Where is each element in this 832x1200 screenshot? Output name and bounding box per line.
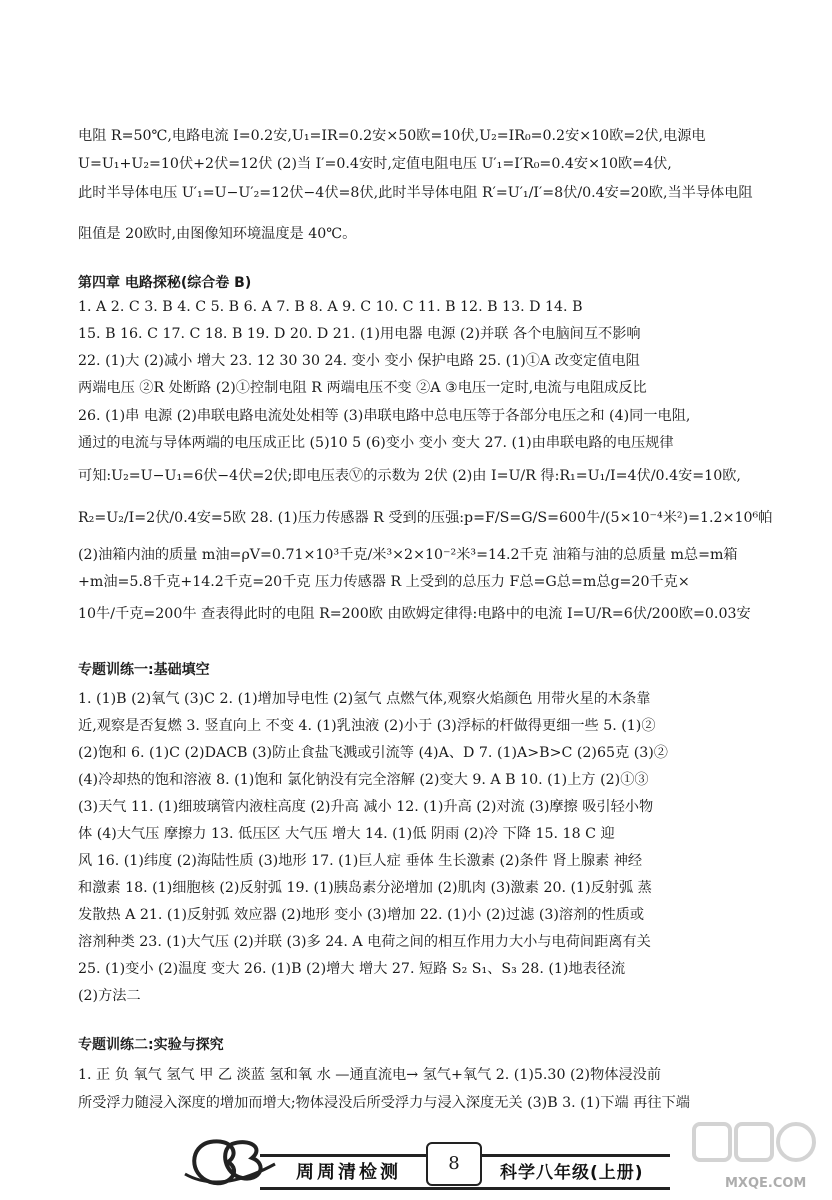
text-line: U=U₁+U₂=10伏+2伏=12伏 (2)当 I′=0.4安时,定值电阻电压 U′₁=I′R₀=0.4安×10欧=4伏, (78, 156, 672, 172)
text-line: 15. B 16. C 17. C 18. B 19. D 20. D 21. (1)用电器 电源 (2)并联 各个电脑间互不影响 (78, 326, 641, 342)
text-line: 风 16. (1)纬度 (2)海陆性质 (3)地形 17. (1)巨人症 垂体 生长激素 (2)条件 肾上腺素 神经 (78, 853, 643, 869)
text-line: 和激素 18. (1)细胞核 (2)反射弧 19. (1)胰岛素分泌增加 (2)肌肉 (3)激素 20. (1)反射弧 蒸 (78, 880, 652, 896)
text-line: (2)饱和 6. (1)C (2)DACB (3)防止食盐飞溅或引流等 (4)A、D 7. (1)A>B>C (2)65克 (3)② (78, 745, 668, 761)
text-line: +m油=5.8千克+14.2千克=20千克 压力传感器 R 上受到的总压力 F总=G总=m总g=20千克× (78, 574, 690, 590)
watermark-url: MXQE.COM (725, 1176, 807, 1191)
section-heading: 专题训练二:实验与探究 (78, 1037, 224, 1053)
text-line: 两端电压 ②R 处断路 (2)①控制电阻 R 两端电压不变 ②A ③电压一定时,电流与电阻成反比 (78, 380, 647, 396)
page-number: 8 (426, 1142, 482, 1186)
text-line: 通过的电流与导体两端的电压成正比 (5)10 5 (6)变小 变小 变大 27. (1)由串联电路的电压规律 (78, 435, 674, 451)
text-line: 1. A 2. C 3. B 4. C 5. B 6. A 7. B 8. A 9. C 10. C 11. B 12. B 13. D 14. B (78, 299, 583, 315)
footer-brand: 周周清检测 (296, 1162, 401, 1183)
text-line: (4)冷却热的饱和溶液 8. (1)饱和 氯化钠没有完全溶解 (2)变大 9. A B 10. (1)上方 (2)①③ (78, 772, 649, 788)
text-line: 阻值是 20欧时,由图像知环境温度是 40℃。 (78, 226, 357, 242)
text-line: 电阻 R=50℃,电路电流 I=0.2安,U₁=IR=0.2安×50欧=10伏,U₂=IR₀=0.2安×10欧=2伏,电源电 (78, 128, 706, 144)
text-line: 可知:U₂=U−U₁=6伏−4伏=2伏;即电压表Ⓥ的示数为 2伏 (2)由 I=U/R 得:R₁=U₁/I=4伏/0.4安=10欧, (78, 468, 741, 484)
text-line: (2)油箱内油的质量 m油=ρV=0.71×10³千克/米³×2×10⁻²米³=14.2千克 油箱与油的总质量 m总=m箱 (78, 547, 738, 563)
text-line: 溶剂种类 23. (1)大气压 (2)并联 (3)多 24. A 电荷之间的相互作用力大小与电荷间距离有关 (78, 934, 651, 950)
text-line: 25. (1)变小 (2)温度 变大 26. (1)B (2)增大 增大 27. 短路 S₂ S₁、S₃ 28. (1)地表径流 (78, 961, 626, 977)
text-line: 1. 正 负 氧气 氢气 甲 乙 淡蓝 氢和氧 水 —通直流电→ 氢气+氧气 2. (1)5.30 (2)物体浸没前 (78, 1067, 662, 1083)
text-line: 体 (4)大气压 摩擦力 13. 低压区 大气压 增大 14. (1)低 阴雨 (2)冷 下降 15. 18 C 迎 (78, 826, 615, 842)
footer-subject: 科学八年级(上册) (500, 1163, 644, 1183)
text-line: 10牛/千克=200牛 查表得此时的电阻 R=200欧 由欧姆定律得:电路中的电流 I=U/R=6伏/200欧=0.03安 (78, 606, 751, 622)
text-line: R₂=U₂/I=2伏/0.4安=5欧 28. (1)压力传感器 R 受到的压强:p=F/S=G/S=600牛/(5×10⁻⁴米²)=1.2×10⁶帕 (78, 510, 773, 526)
text-line: 此时半导体电压 U′₁=U−U′₂=12伏−4伏=8伏,此时半导体电阻 R′=U′₁/I′=8伏/0.4安=20欧,当半导体电阻 (78, 185, 753, 201)
text-line: 发散热 A 21. (1)反射弧 效应器 (2)地形 变小 (3)增加 22. (1)小 (2)过滤 (3)溶剂的性质或 (78, 907, 645, 923)
text-line: 22. (1)大 (2)减小 增大 23. 12 30 30 24. 变小 变小 保护电路 25. (1)①A 改变定值电阻 (78, 353, 640, 369)
text-line: (3)天气 11. (1)细玻璃管内液柱高度 (2)升高 减小 12. (1)升高 (2)对流 (3)摩擦 吸引轻小物 (78, 799, 654, 815)
text-line: 1. (1)B (2)氧气 (3)C 2. (1)增加导电性 (2)氢气 点燃气体,观察火焰颜色 用带火星的木条靠 (78, 691, 651, 707)
text-line: 近,观察是否复燃 3. 竖直向上 不变 4. (1)乳浊液 (2)小于 (3)浮标的杆做得更细一些 5. (1)② (78, 718, 656, 734)
text-line: 所受浮力随浸入深度的增加而增大;物体浸没后所受浮力与浸入深度无关 (3)B 3. (1)下端 再往下端 (78, 1095, 690, 1111)
section-heading: 第四章 电路探秘(综合卷 B) (78, 275, 252, 291)
text-line: (2)方法二 (78, 988, 141, 1004)
text-line: 26. (1)串 电源 (2)串联电路电流处处相等 (3)串联电路中总电压等于各部分电压之和 (4)同一电阻, (78, 408, 691, 424)
section-heading: 专题训练一:基础填空 (78, 662, 210, 678)
